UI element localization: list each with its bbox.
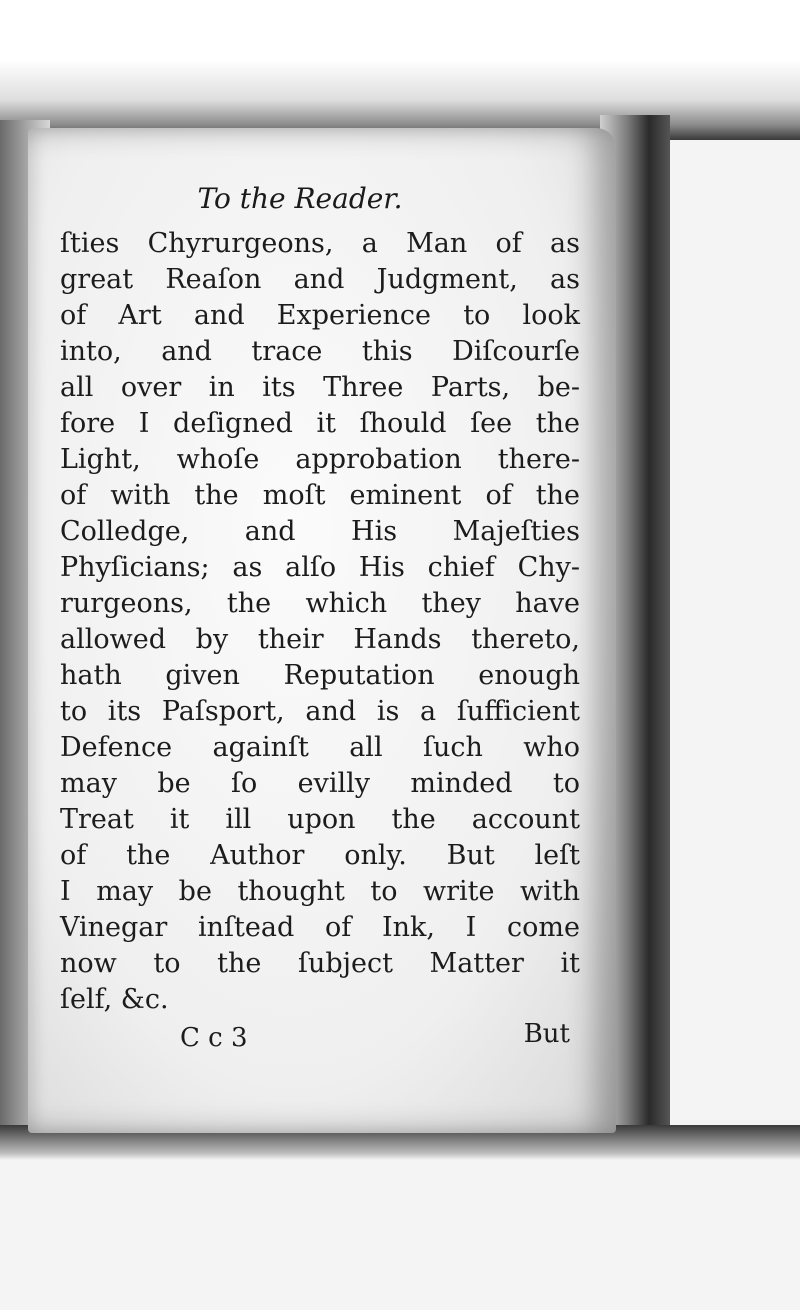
catchword: But: [523, 1019, 570, 1049]
text-line: allowed by their Hands thereto,: [60, 624, 580, 655]
text-line: hath given Reputation enough: [60, 660, 580, 691]
text-line: into, and trace this Diſcourſe: [60, 336, 580, 367]
signature-mark: C c 3: [180, 1023, 248, 1053]
text-line: of with the moſt eminent of the: [60, 480, 580, 511]
text-line: ſelf, &c.: [60, 984, 169, 1015]
text-line: Vinegar inſtead of Ink, I come: [60, 912, 580, 943]
text-line: now to the ſubject Matter it: [60, 948, 580, 979]
text-line: I may be thought to write with: [60, 876, 580, 907]
text-line: of the Author only. But leſt: [60, 840, 580, 871]
text-line: rurgeons, the which they have: [60, 588, 580, 619]
text-line: Treat it ill upon the account: [60, 804, 580, 835]
text-line: great Reaſon and Judgment, as: [60, 264, 580, 295]
text-line: fore I deſigned it ſhould ſee the: [60, 408, 580, 439]
scan-top-background: [0, 0, 800, 140]
text-line: Light, whoſe approbation there-: [60, 444, 580, 475]
running-head: To the Reader.: [197, 182, 403, 215]
text-line: may be ſo evilly minded to: [60, 768, 580, 799]
text-line: Colledge, and His Majeſties: [60, 516, 580, 547]
text-line: Phyſicians; as alſo His chief Chy-: [60, 552, 580, 583]
text-line: Defence againſt all ſuch who: [60, 732, 580, 763]
text-line: ſties Chyrurgeons, a Man of as: [60, 228, 580, 259]
text-line: to its Paſsport, and is a ſufficient: [60, 696, 580, 727]
text-line: all over in its Three Parts, be-: [60, 372, 580, 403]
text-line: of Art and Experience to look: [60, 300, 580, 331]
